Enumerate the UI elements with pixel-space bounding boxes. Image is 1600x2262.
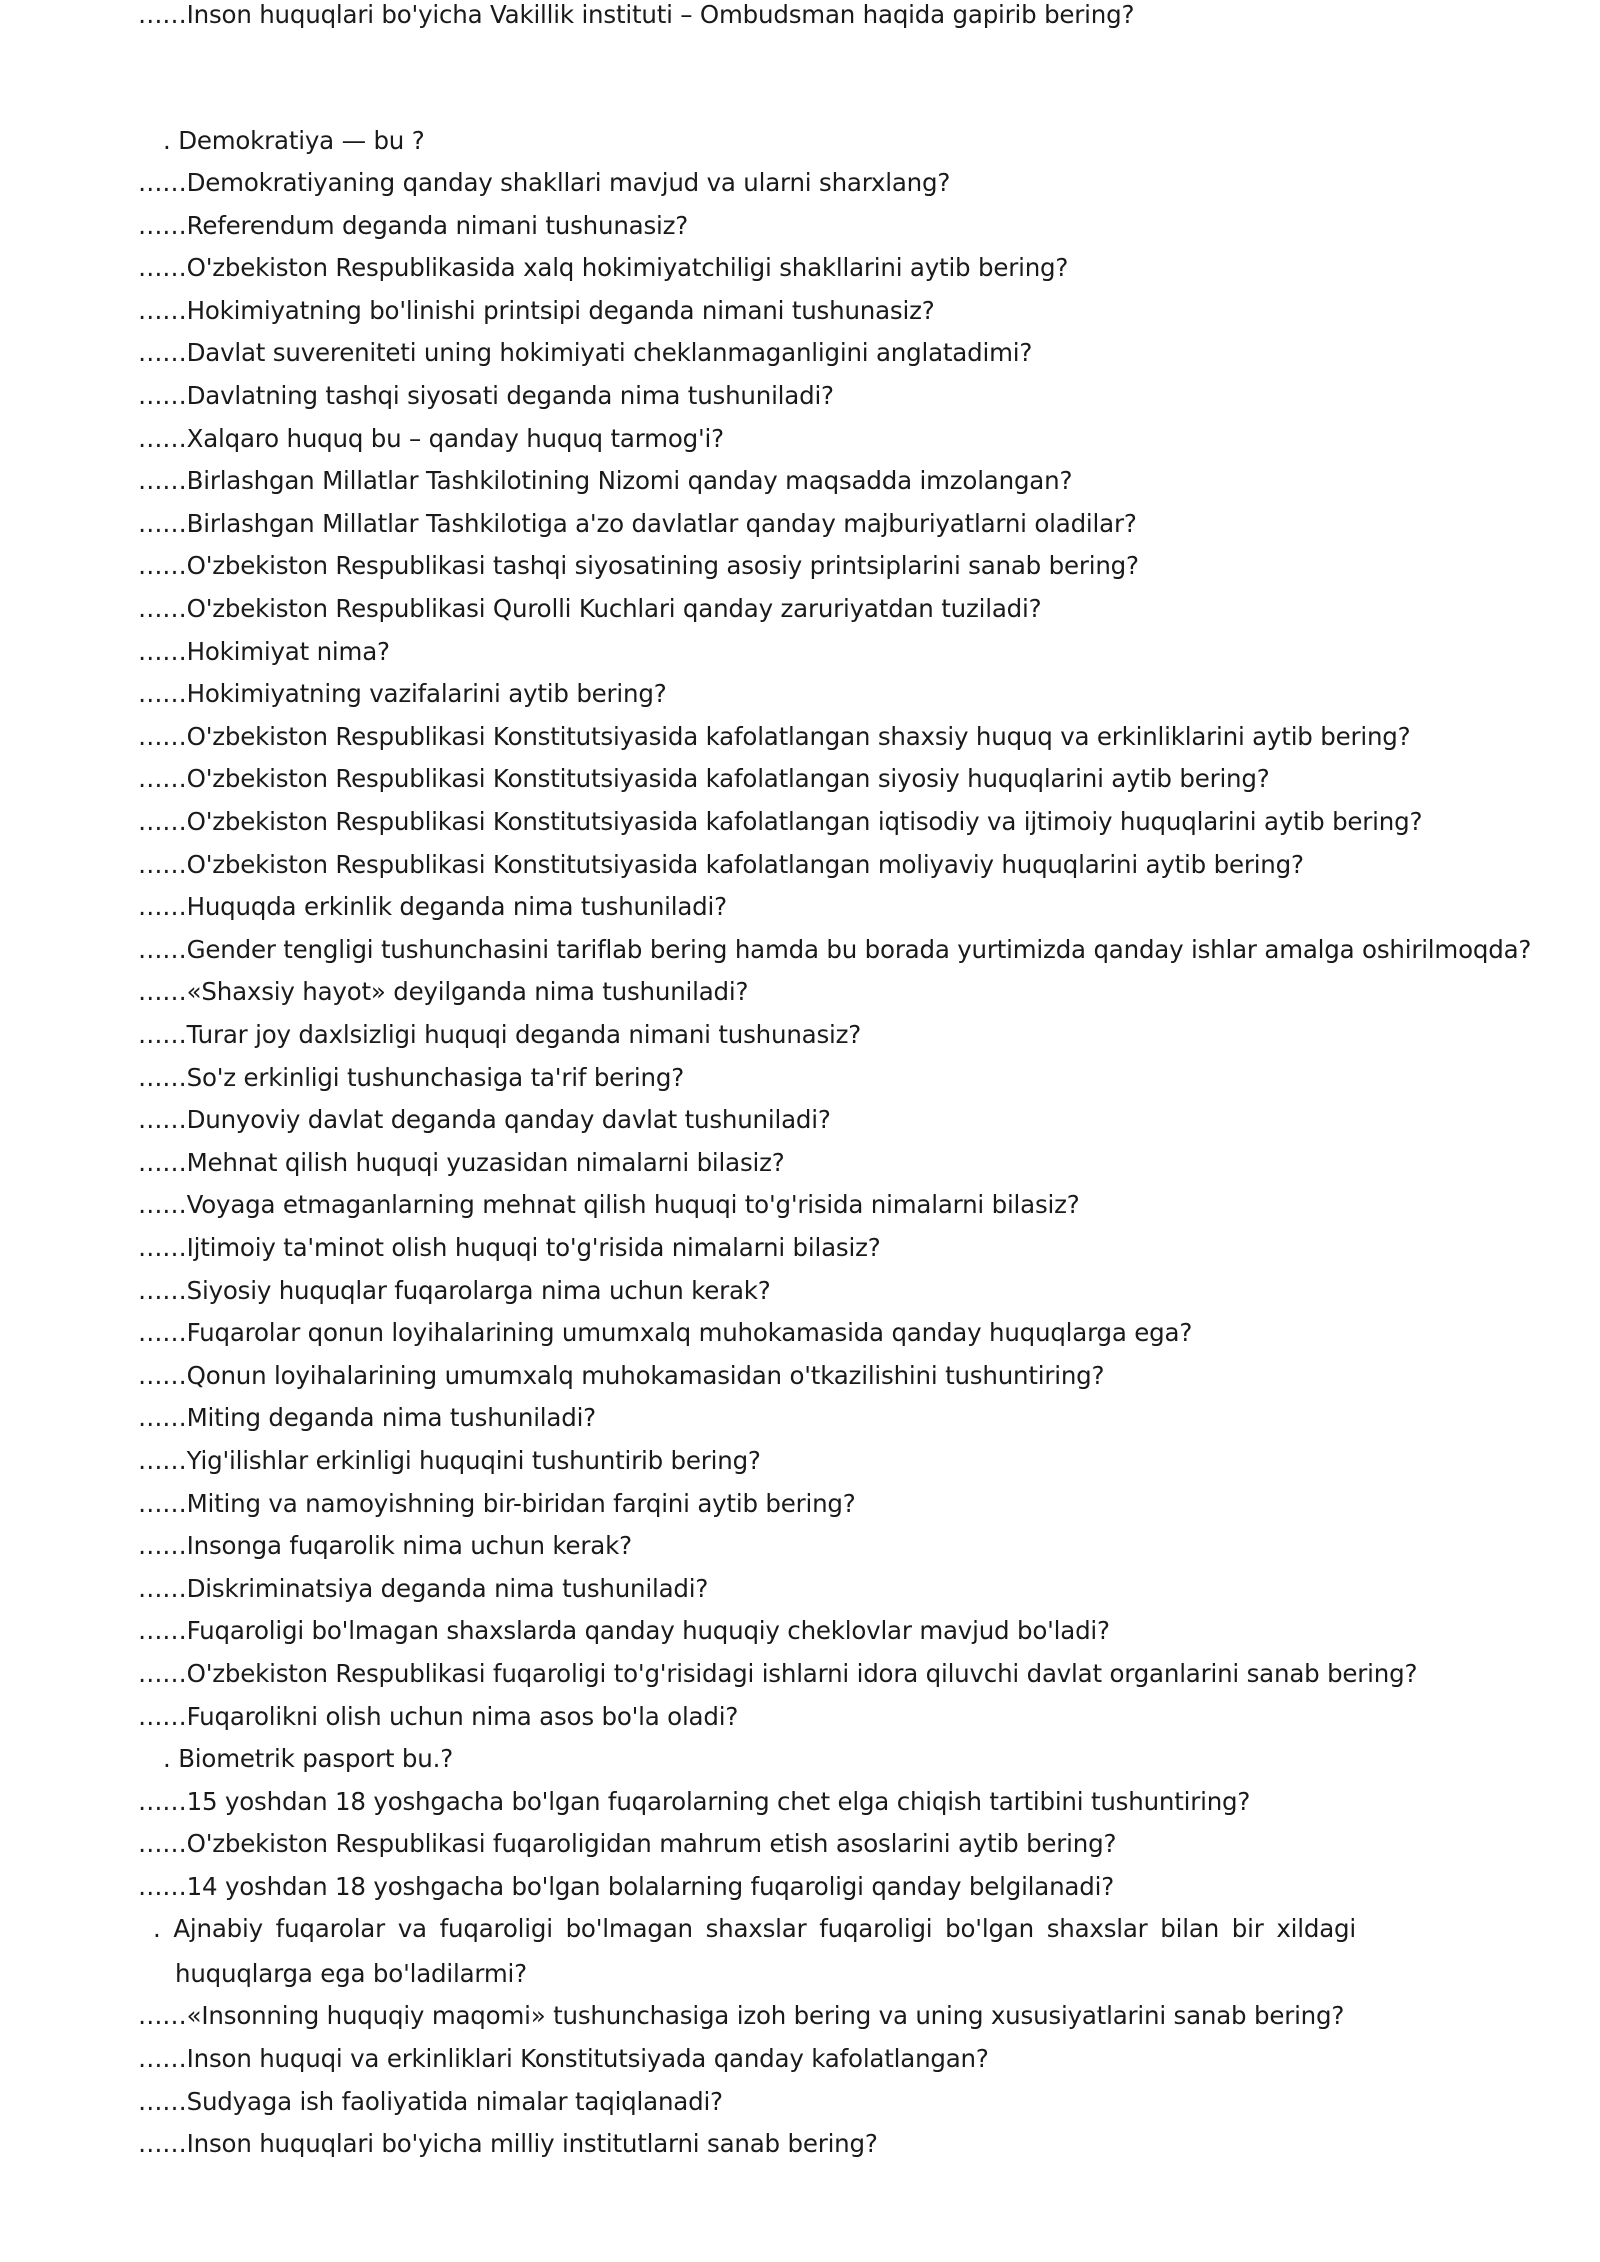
question-text: Demokratiya — bu ? (178, 126, 425, 155)
question-text: Hokimiyatning bo'linishi printsipi deganda nimani tushunasiz? (186, 296, 935, 325)
question-text: Birlashgan Millatlar Tashkilotining Nizomi qanday maqsadda imzolangan? (186, 466, 1073, 495)
question-prefix: …… (138, 1105, 187, 1134)
question-item (153, 1914, 1356, 1944)
question-item (138, 1233, 881, 1263)
question-text: Voyaga etmaganlarning mehnat qilish huquqi to'g'risida nimalarni bilasiz? (186, 1190, 1080, 1219)
question-item (138, 1872, 1114, 1902)
question-prefix: …… (138, 1829, 187, 1858)
question-text: Ijtimoiy ta'minot olish huquqi to'g'risida nimalarni bilasiz? (186, 1233, 881, 1262)
question-prefix: …… (138, 977, 187, 1006)
question-item (138, 381, 834, 411)
question-text: Demokratiyaning qanday shakllari mavjud va ularni sharxlang? (186, 168, 951, 197)
question-item (138, 1148, 785, 1178)
question-text: Huquqda erkinlik deganda nima tushuniladi? (186, 892, 727, 921)
question-text: O'zbekiston Respublikasi Qurolli Kuchlari qanday zaruriyatdan tuziladi? (186, 594, 1042, 623)
question-text: Miting va namoyishning bir-biridan farqini aytib bering? (186, 1489, 856, 1518)
question-prefix: …… (138, 2044, 187, 2073)
question-prefix: …… (138, 1531, 187, 1560)
question-text: Mehnat qilish huquqi yuzasidan nimalarni bilasiz? (186, 1148, 785, 1177)
question-item (138, 1616, 1110, 1646)
question-text: O'zbekiston Respublikasi fuqaroligi to'g'risidagi ishlarni idora qiluvchi davlat organlarini sanab bering? (186, 1659, 1418, 1688)
question-item (163, 126, 425, 156)
question-text: Inson huquqlari bo'yicha milliy institutlarni sanab bering? (186, 2129, 878, 2158)
question-item (138, 466, 1072, 496)
question-prefix: …… (138, 424, 187, 453)
question-prefix: …… (138, 168, 187, 197)
question-text: O'zbekiston Respublikasi fuqaroligidan mahrum etish asoslarini aytib bering? (186, 1829, 1117, 1858)
question-item (138, 509, 1137, 539)
question-prefix: …… (138, 1148, 187, 1177)
question-item (138, 1063, 684, 1093)
question-item (138, 211, 688, 241)
question-item (138, 296, 935, 326)
question-prefix: …… (138, 1020, 187, 1049)
question-text: 14 yoshdan 18 yoshgacha bo'lgan bolalarning fuqaroligi qanday belgilanadi? (186, 1872, 1114, 1901)
question-item (138, 722, 1410, 752)
question-text: Xalqaro huquq bu – qanday huquq tarmog'i? (186, 424, 724, 453)
question-prefix: …… (138, 892, 187, 921)
question-item (138, 1702, 738, 1732)
question-item (138, 977, 748, 1007)
question-prefix: …… (138, 1063, 187, 1092)
question-prefix: …… (138, 551, 187, 580)
question-prefix: …… (138, 338, 187, 367)
question-prefix: …… (138, 1659, 187, 1688)
question-text: Gender tengligi tushunchasini tariflab bering hamda bu borada yurtimizda qanday ishlar amalga oshirilmoqda? (186, 935, 1532, 964)
question-prefix: …… (138, 1190, 187, 1219)
question-prefix: …… (138, 381, 187, 410)
question-prefix: …… (138, 296, 187, 325)
question-item (138, 1318, 1192, 1348)
question-text: Inson huquqi va erkinliklari Konstitutsiyada qanday kafolatlangan? (186, 2044, 989, 2073)
question-prefix: …… (138, 1872, 187, 1901)
question-continuation: huquqlarga ega bo'ladilarmi? (175, 1959, 527, 1988)
question-item (138, 637, 390, 667)
question-text: Davlatning tashqi siyosati deganda nima tushuniladi? (186, 381, 834, 410)
question-item (138, 807, 1422, 837)
question-text: «Insonning huquqiy maqomi» tushunchasiga izoh bering va uning xususiyatlarini sanab bering? (186, 2001, 1345, 2030)
question-text: Miting deganda nima tushuniladi? (186, 1403, 596, 1432)
question-item (138, 935, 1531, 965)
question-item (138, 892, 727, 922)
question-text: Inson huquqlari bo'yicha Vakillik instituti – Ombudsman haqida gapirib bering? (186, 0, 1135, 29)
question-text: 15 yoshdan 18 yoshgacha bo'lgan fuqarolarning chet elga chiqish tartibini tushuntiring? (186, 1787, 1251, 1816)
question-item (138, 1446, 761, 1476)
question-text: Insonga fuqarolik nima uchun kerak? (186, 1531, 632, 1560)
question-item (138, 1403, 596, 1433)
question-text: Sudyaga ish faoliyatida nimalar taqiqlanadi? (186, 2087, 723, 2116)
question-text: Referendum deganda nimani tushunasiz? (186, 211, 689, 240)
question-item (138, 1489, 856, 1519)
question-item (138, 1190, 1080, 1220)
question-prefix: . (163, 126, 179, 155)
question-text: O'zbekiston Respublikasi Konstitutsiyasida kafolatlangan iqtisodiy va ijtimoiy huquqlarini aytib bering? (186, 807, 1423, 836)
question-item (138, 551, 1139, 581)
question-text: So'z erkinligi tushunchasiga ta'rif bering? (186, 1063, 685, 1092)
question-item (138, 1020, 861, 1050)
question-prefix: …… (138, 1318, 187, 1347)
question-prefix: …… (138, 679, 187, 708)
question-text: O'zbekiston Respublikasi Konstitutsiyasida kafolatlangan moliyaviy huquqlarini aytib bering? (186, 850, 1304, 879)
question-item (138, 1361, 1104, 1391)
question-item (138, 850, 1304, 880)
question-prefix: . (153, 1914, 174, 1943)
question-text: Hokimiyat nima? (186, 637, 390, 666)
question-prefix: …… (138, 1489, 187, 1518)
question-text: Biometrik pasport bu.? (178, 1744, 454, 1773)
question-prefix: …… (138, 2087, 187, 2116)
question-text: Fuqarolar qonun loyihalarining umumxalq muhokamasida qanday huquqlarga ega? (186, 1318, 1193, 1347)
question-prefix: …… (138, 2129, 187, 2158)
question-text: Dunyoviy davlat deganda qanday davlat tushuniladi? (186, 1105, 831, 1134)
question-text: Siyosiy huquqlar fuqarolarga nima uchun kerak? (186, 1276, 771, 1305)
question-item (138, 338, 1032, 368)
question-item (138, 424, 724, 454)
question-text: O'zbekiston Respublikasida xalq hokimiyatchiligi shakllarini aytib bering? (186, 253, 1069, 282)
question-prefix: …… (138, 509, 187, 538)
question-item (138, 2001, 1344, 2031)
question-item (138, 1574, 708, 1604)
question-prefix: …… (138, 1787, 187, 1816)
question-item (138, 1531, 632, 1561)
question-prefix: …… (138, 1616, 187, 1645)
question-prefix: …… (138, 0, 187, 29)
question-item (138, 594, 1041, 624)
question-text: Yig'ilishlar erkinligi huquqini tushuntirib bering? (186, 1446, 761, 1475)
question-prefix: …… (138, 1574, 187, 1603)
question-prefix: …… (138, 1446, 187, 1475)
question-prefix: …… (138, 2001, 187, 2030)
question-text: Diskriminatsiya deganda nima tushuniladi? (186, 1574, 709, 1603)
question-prefix: …… (138, 850, 187, 879)
question-prefix: …… (138, 807, 187, 836)
question-item (138, 0, 1134, 30)
question-text: Birlashgan Millatlar Tashkilotiga a'zo davlatlar qanday majburiyatlarni oladilar? (186, 509, 1137, 538)
question-text: Hokimiyatning vazifalarini aytib bering? (186, 679, 667, 708)
question-item (138, 1829, 1116, 1859)
question-item (163, 1744, 453, 1774)
question-prefix: …… (138, 935, 187, 964)
question-prefix: . (163, 1744, 179, 1773)
question-text: Fuqarolikni olish uchun nima asos bo'la oladi? (186, 1702, 739, 1731)
question-item (138, 2129, 878, 2159)
question-item (138, 168, 950, 198)
question-prefix: …… (138, 1276, 187, 1305)
question-text: Davlat suvereniteti uning hokimiyati cheklanmaganligini anglatadimi? (186, 338, 1033, 367)
question-item (138, 1787, 1250, 1817)
question-prefix: …… (138, 764, 187, 793)
question-item (138, 1659, 1417, 1689)
question-prefix: …… (138, 1403, 187, 1432)
question-prefix: …… (138, 1233, 187, 1262)
question-text: O'zbekiston Respublikasi tashqi siyosatining asosiy printsiplarini sanab bering? (186, 551, 1139, 580)
question-item (138, 679, 667, 709)
question-item (138, 2087, 723, 2117)
question-prefix: …… (138, 1361, 187, 1390)
question-text: O'zbekiston Respublikasi Konstitutsiyasida kafolatlangan shaxsiy huquq va erkinliklarini aytib bering? (186, 722, 1411, 751)
question-text: O'zbekiston Respublikasi Konstitutsiyasida kafolatlangan siyosiy huquqlarini aytib bering? (186, 764, 1270, 793)
question-prefix: …… (138, 722, 187, 751)
question-prefix: …… (138, 594, 187, 623)
question-item (138, 1276, 771, 1306)
question-text: Fuqaroligi bo'lmagan shaxslarda qanday huquqiy cheklovlar mavjud bo'ladi? (186, 1616, 1110, 1645)
question-prefix: …… (138, 253, 187, 282)
question-prefix: …… (138, 211, 187, 240)
question-text: Qonun loyihalarining umumxalq muhokamasidan o'tkazilishini tushuntiring? (186, 1361, 1105, 1390)
question-text: Ajnabiy fuqarolar va fuqaroligi bo'lmagan shaxslar fuqaroligi bo'lgan shaxslar bilan bir xildagi (173, 1914, 1356, 1943)
question-text: Turar joy daxlsizligi huquqi deganda nimani tushunasiz? (186, 1020, 862, 1049)
question-item (138, 764, 1270, 794)
question-item (138, 1105, 831, 1135)
question-item (138, 2044, 989, 2074)
question-text: «Shaxsiy hayot» deyilganda nima tushuniladi? (186, 977, 749, 1006)
question-prefix: …… (138, 466, 187, 495)
question-item (138, 253, 1068, 283)
question-prefix: …… (138, 1702, 187, 1731)
question-prefix: …… (138, 637, 187, 666)
